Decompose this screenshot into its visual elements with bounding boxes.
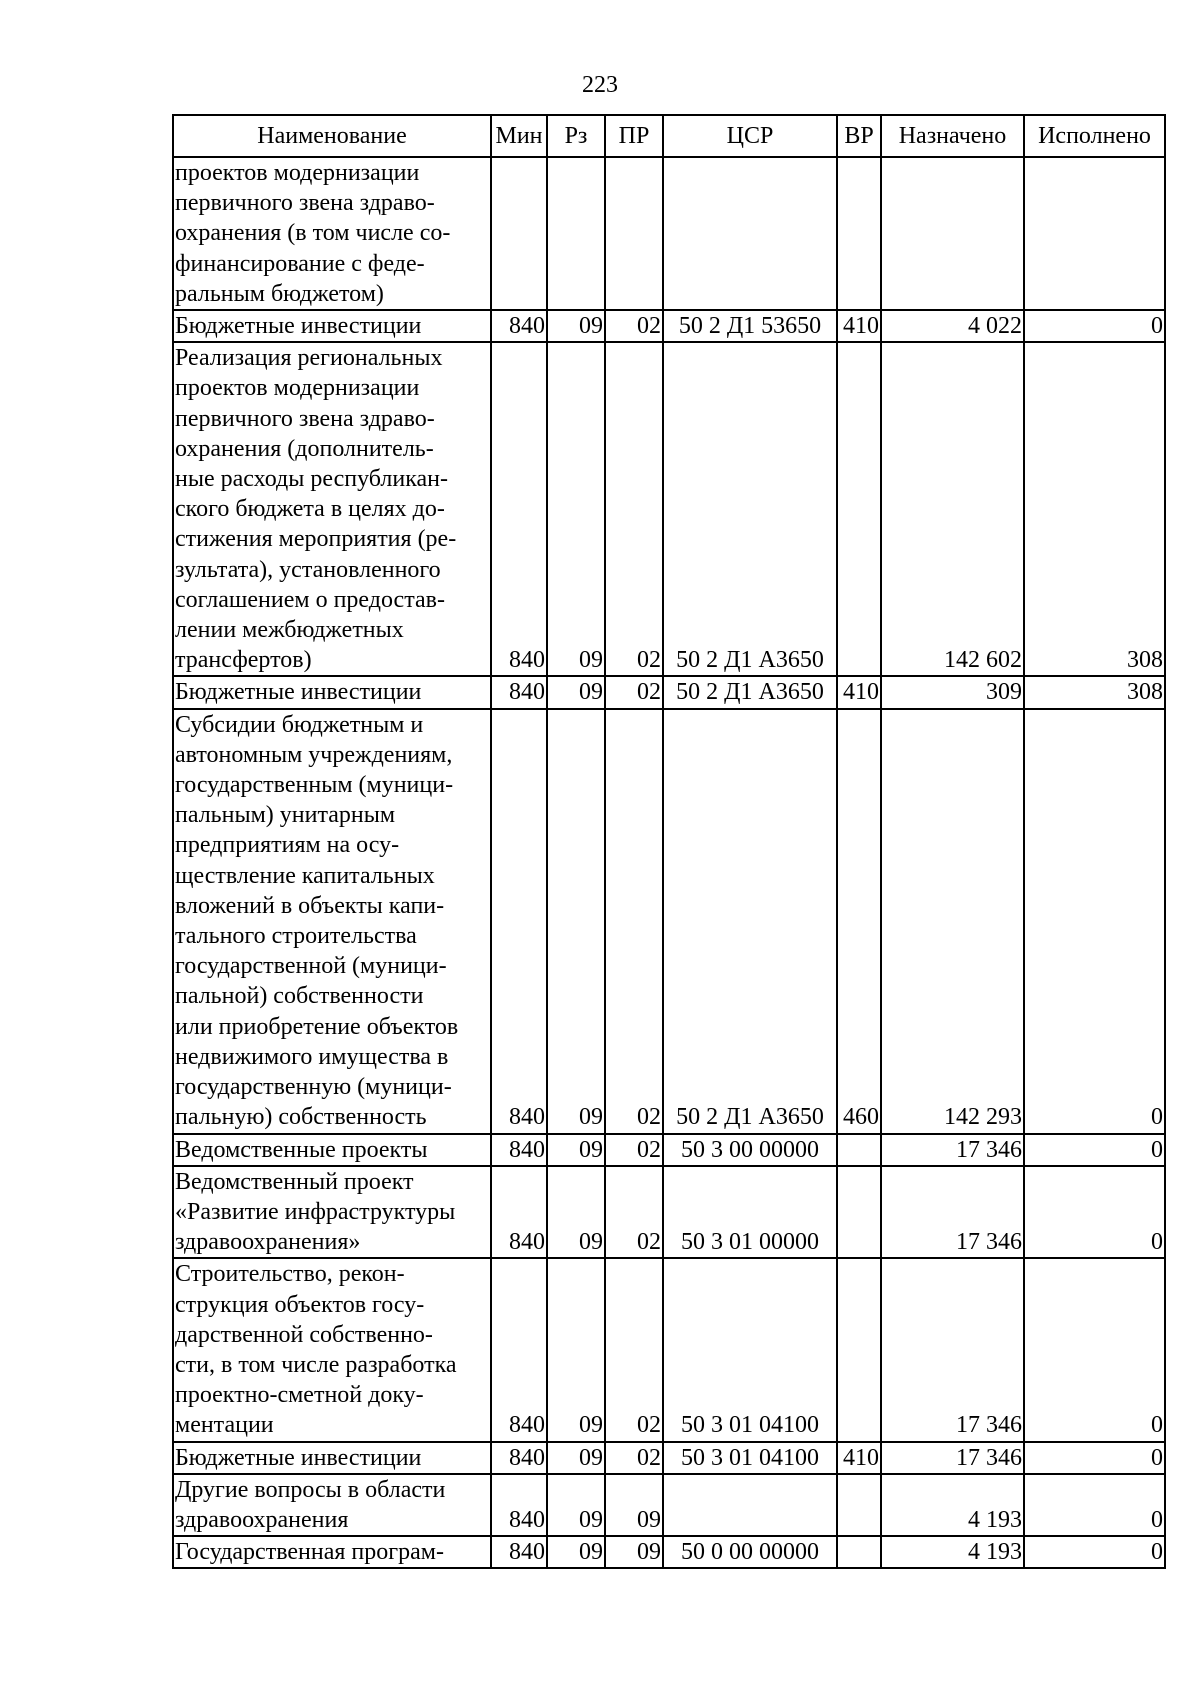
cell-executed: 0 — [1024, 1536, 1165, 1568]
cell-assigned — [881, 157, 1024, 310]
cell-min: 840 — [491, 310, 547, 342]
name-line: зультата), установленного — [175, 556, 441, 583]
name-line: или приобретение объектов — [175, 1013, 459, 1040]
cell-executed: 308 — [1024, 676, 1165, 708]
cell-name — [173, 1474, 491, 1536]
name-line: стижения мероприятия (ре- — [175, 526, 457, 553]
name-line: пальным) унитарным — [175, 802, 396, 829]
name-line: лении межбюджетных — [175, 617, 404, 644]
name-line: проектов модернизации — [175, 375, 420, 402]
name-line: дарственной собственно- — [175, 1321, 433, 1348]
name-line: Другие вопросы в области — [175, 1476, 446, 1503]
cell-csr: 50 2 Д1 А3650 — [663, 709, 837, 1134]
cell-rz: 09 — [547, 1258, 605, 1441]
cell-min: 840 — [491, 1536, 547, 1568]
cell-pr: 02 — [605, 1258, 663, 1441]
table-row — [173, 1258, 1165, 1441]
name-line: Государственная програм- — [175, 1539, 444, 1566]
cell-pr: 09 — [605, 1536, 663, 1568]
cell-vr — [837, 157, 881, 310]
cell-name — [173, 1166, 491, 1259]
cell-min: 840 — [491, 1166, 547, 1259]
cell-executed: 0 — [1024, 1258, 1165, 1441]
cell-assigned: 17 346 — [881, 1442, 1024, 1474]
cell-csr — [663, 1474, 837, 1536]
cell-vr — [837, 342, 881, 676]
name-line: тального строительства — [175, 923, 417, 950]
header-csr: ЦСР — [663, 115, 837, 157]
cell-pr: 09 — [605, 1474, 663, 1536]
name-line: здравоохранения — [175, 1506, 349, 1533]
name-line: финансирование с феде- — [175, 250, 425, 277]
name-line: «Развитие инфраструктуры — [175, 1198, 456, 1225]
table-body — [173, 157, 1165, 1568]
cell-min — [491, 157, 547, 310]
cell-executed: 0 — [1024, 709, 1165, 1134]
table-row — [173, 1134, 1165, 1166]
header-rz: Рз — [547, 115, 605, 157]
name-line: ского бюджета в целях до- — [175, 496, 445, 523]
cell-rz: 09 — [547, 342, 605, 676]
cell-assigned: 309 — [881, 676, 1024, 708]
cell-csr: 50 2 Д1 А3650 — [663, 676, 837, 708]
cell-pr: 02 — [605, 709, 663, 1134]
name-line: Бюджетные инвестиции — [175, 1444, 422, 1471]
cell-rz: 09 — [547, 1442, 605, 1474]
name-line: проектно-сметной доку- — [175, 1382, 424, 1409]
cell-assigned: 4 193 — [881, 1536, 1024, 1568]
table-row — [173, 1442, 1165, 1474]
table-row — [173, 342, 1165, 676]
cell-name — [173, 157, 491, 310]
cell-csr — [663, 157, 837, 310]
cell-rz: 09 — [547, 1134, 605, 1166]
cell-vr — [837, 1166, 881, 1259]
cell-vr: 410 — [837, 1442, 881, 1474]
cell-vr: 410 — [837, 310, 881, 342]
name-line: предприятиям на осу- — [175, 832, 400, 859]
cell-name — [173, 1442, 491, 1474]
cell-csr: 50 3 01 00000 — [663, 1166, 837, 1259]
cell-min: 840 — [491, 1258, 547, 1441]
cell-min: 840 — [491, 709, 547, 1134]
cell-name — [173, 676, 491, 708]
name-line: Строительство, рекон- — [175, 1261, 405, 1288]
table-row — [173, 157, 1165, 310]
cell-rz: 09 — [547, 1536, 605, 1568]
name-line: недвижимого имущества в — [175, 1043, 449, 1070]
page-number: 223 — [582, 72, 618, 98]
cell-rz: 09 — [547, 709, 605, 1134]
header-name: Наименование — [173, 115, 491, 157]
name-line: струкция объектов госу- — [175, 1291, 425, 1318]
cell-name — [173, 342, 491, 676]
table-row — [173, 310, 1165, 342]
cell-csr: 50 3 01 04100 — [663, 1258, 837, 1441]
cell-name — [173, 1134, 491, 1166]
cell-vr — [837, 1134, 881, 1166]
cell-assigned: 17 346 — [881, 1166, 1024, 1259]
cell-pr: 02 — [605, 1134, 663, 1166]
name-line: первичного звена здраво- — [175, 405, 435, 432]
name-line: Бюджетные инвестиции — [175, 679, 422, 706]
name-line: Реализация региональных — [175, 345, 443, 372]
name-line: Ведомственный проект — [175, 1168, 414, 1195]
cell-rz: 09 — [547, 676, 605, 708]
cell-executed: 0 — [1024, 1442, 1165, 1474]
cell-executed — [1024, 157, 1165, 310]
cell-vr — [837, 1474, 881, 1536]
name-line: сти, в том числе разработка — [175, 1351, 457, 1378]
cell-executed: 0 — [1024, 1134, 1165, 1166]
name-line: вложений в объекты капи- — [175, 892, 445, 919]
name-line: Бюджетные инвестиции — [175, 313, 422, 340]
table-row — [173, 1166, 1165, 1259]
cell-name — [173, 709, 491, 1134]
cell-executed: 0 — [1024, 1166, 1165, 1259]
cell-min: 840 — [491, 1442, 547, 1474]
header-pr: ПР — [605, 115, 663, 157]
cell-name — [173, 1536, 491, 1568]
budget-table — [172, 114, 1166, 1569]
cell-csr: 50 3 01 04100 — [663, 1442, 837, 1474]
cell-executed: 0 — [1024, 1474, 1165, 1536]
name-line: ществление капитальных — [175, 862, 435, 889]
name-line: государственным (муници- — [175, 772, 454, 799]
name-line: пальной) собственности — [175, 983, 424, 1010]
name-line: трансфертов) — [175, 647, 312, 674]
cell-pr — [605, 157, 663, 310]
cell-vr: 410 — [837, 676, 881, 708]
cell-name — [173, 310, 491, 342]
name-line: соглашением о предостав- — [175, 586, 445, 613]
cell-rz — [547, 157, 605, 310]
cell-min: 840 — [491, 676, 547, 708]
cell-pr: 02 — [605, 676, 663, 708]
name-line: проектов модернизации — [175, 160, 420, 186]
cell-min: 840 — [491, 1474, 547, 1536]
cell-rz: 09 — [547, 1166, 605, 1259]
cell-vr — [837, 1536, 881, 1568]
cell-name — [173, 1258, 491, 1441]
cell-csr: 50 3 00 00000 — [663, 1134, 837, 1166]
cell-assigned: 4 022 — [881, 310, 1024, 342]
name-line: первичного звена здраво- — [175, 190, 435, 217]
name-line: ральным бюджетом) — [175, 280, 384, 307]
name-line: ные расходы республикан- — [175, 466, 448, 493]
name-line: Ведомственные проекты — [175, 1136, 428, 1163]
name-line: охранения (дополнитель- — [175, 435, 434, 462]
name-line: государственную (муници- — [175, 1074, 452, 1101]
name-line: Субсидии бюджетным и — [175, 711, 424, 738]
cell-assigned: 142 602 — [881, 342, 1024, 676]
cell-vr: 460 — [837, 709, 881, 1134]
cell-executed: 308 — [1024, 342, 1165, 676]
name-line: здравоохранения» — [175, 1229, 361, 1256]
cell-csr: 50 2 Д1 53650 — [663, 310, 837, 342]
header-vr: ВР — [837, 115, 881, 157]
cell-pr: 02 — [605, 1166, 663, 1259]
cell-pr: 02 — [605, 310, 663, 342]
name-line: автономным учреждениям, — [175, 741, 453, 768]
table-row — [173, 676, 1165, 708]
table-header-row — [173, 115, 1165, 157]
cell-vr — [837, 1258, 881, 1441]
cell-assigned: 17 346 — [881, 1134, 1024, 1166]
cell-assigned: 142 293 — [881, 709, 1024, 1134]
name-line: охранения (в том числе со- — [175, 220, 451, 247]
header-assigned: Назначено — [881, 115, 1024, 157]
cell-assigned: 4 193 — [881, 1474, 1024, 1536]
cell-csr: 50 2 Д1 А3650 — [663, 342, 837, 676]
name-line: государственной (муници- — [175, 953, 447, 980]
name-line: ментации — [175, 1412, 274, 1439]
cell-rz: 09 — [547, 310, 605, 342]
cell-pr: 02 — [605, 1442, 663, 1474]
table-row — [173, 1474, 1165, 1536]
table-row — [173, 1536, 1165, 1568]
cell-min: 840 — [491, 1134, 547, 1166]
cell-assigned: 17 346 — [881, 1258, 1024, 1441]
name-line: пальную) собственность — [175, 1104, 427, 1131]
header-executed: Исполнено — [1024, 115, 1165, 157]
cell-executed: 0 — [1024, 310, 1165, 342]
header-min: Мин — [491, 115, 547, 157]
cell-csr: 50 0 00 00000 — [663, 1536, 837, 1568]
cell-rz: 09 — [547, 1474, 605, 1536]
cell-pr: 02 — [605, 342, 663, 676]
table-row — [173, 709, 1165, 1134]
cell-min: 840 — [491, 342, 547, 676]
